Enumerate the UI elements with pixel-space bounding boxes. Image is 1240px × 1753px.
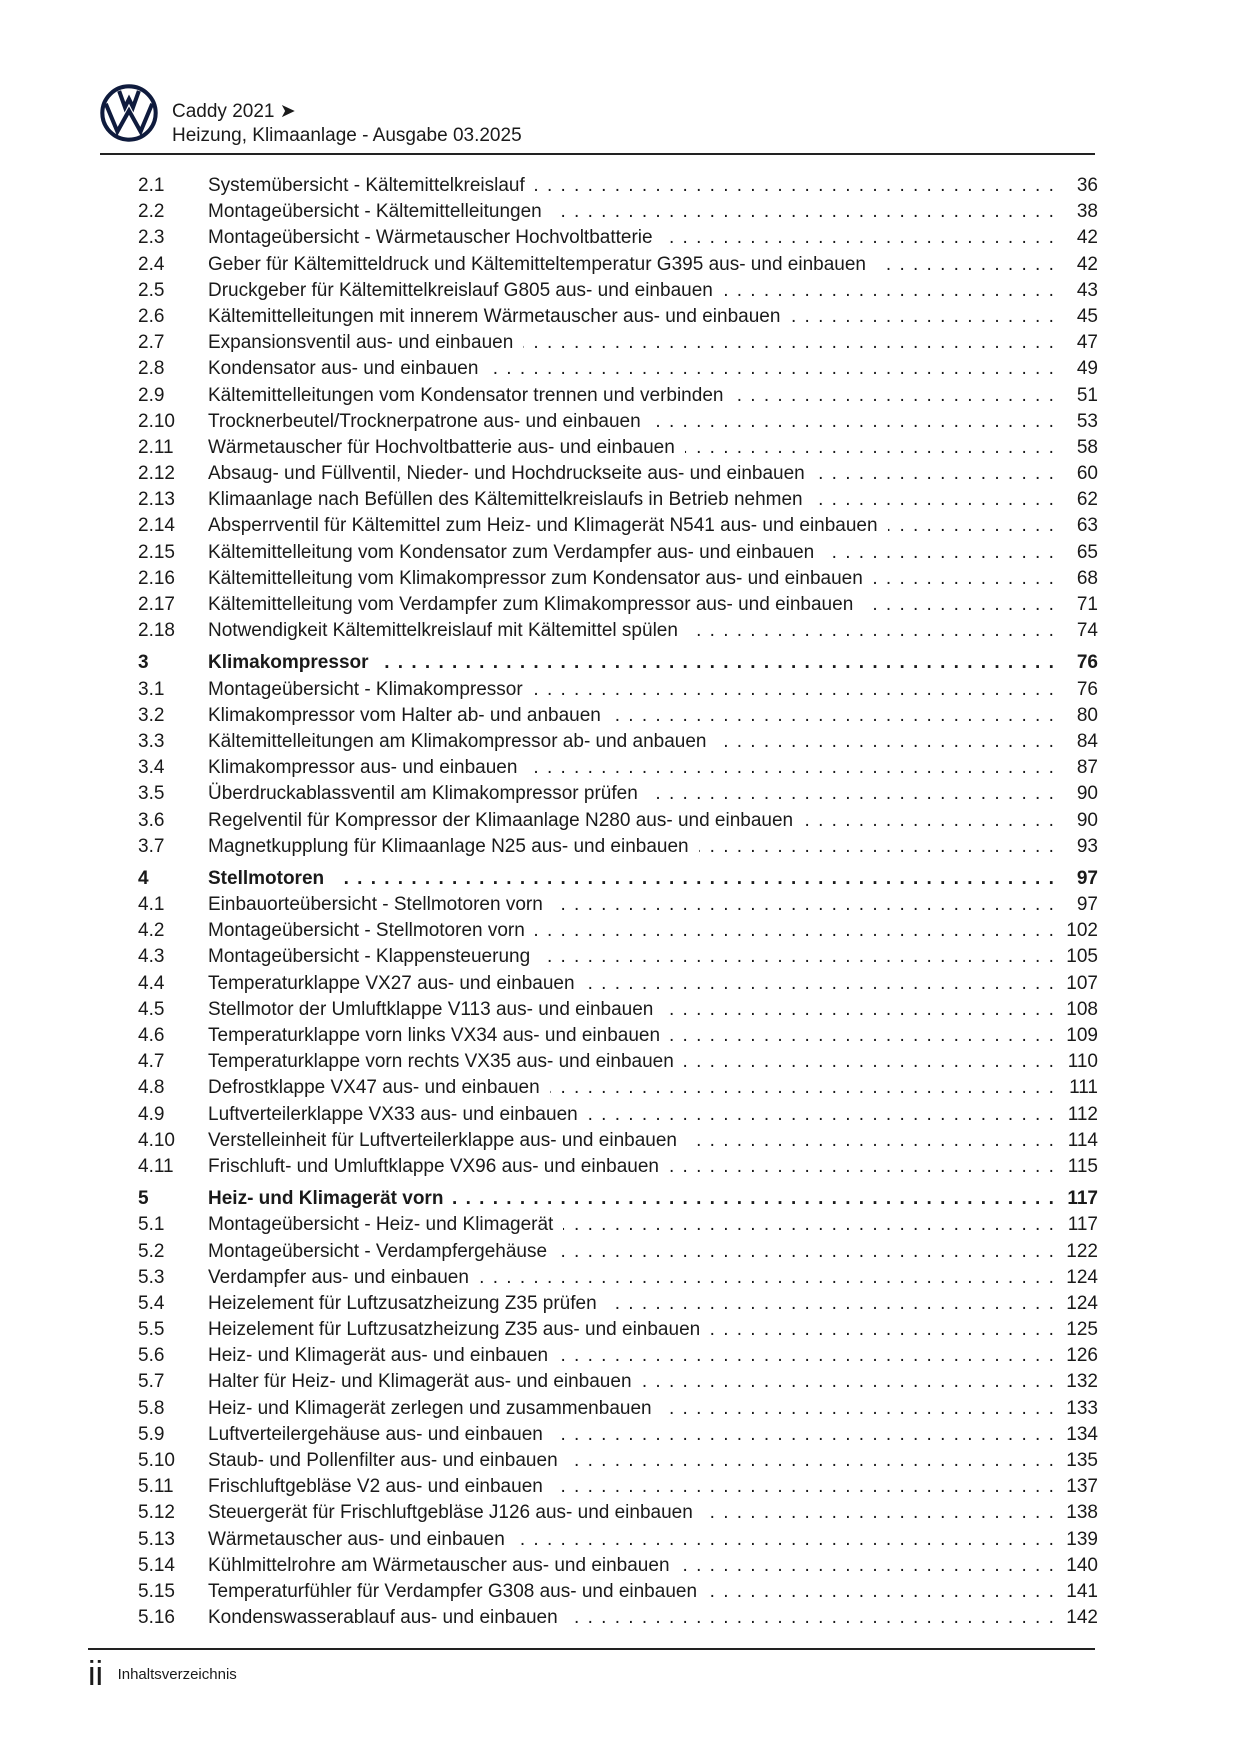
toc-entry-page: 141 bbox=[1066, 1580, 1098, 1602]
toc-entry[interactable] bbox=[138, 1023, 1098, 1049]
toc-entry[interactable] bbox=[138, 1500, 1098, 1526]
toc-entry-title: Montageübersicht - Kältemittelleitungen bbox=[208, 201, 552, 222]
toc-entry-number: 3.6 bbox=[138, 809, 165, 831]
toc-entry-page: 138 bbox=[1066, 1502, 1098, 1524]
toc-entry-title-leader bbox=[208, 918, 1058, 944]
toc-entry[interactable] bbox=[138, 808, 1098, 834]
toc-entry-number: 5.10 bbox=[138, 1450, 175, 1471]
toc-entry-title: Kältemittelleitungen vom Kondensator trennen und verbinden bbox=[208, 385, 733, 406]
toc-entry-title: Frischluftgebläse V2 aus- und einbauen bbox=[208, 1476, 553, 1497]
toc-entry-title: Überdruckablassventil am Klimakompressor prüfen bbox=[208, 783, 648, 804]
toc-entry-number: 2.5 bbox=[138, 279, 165, 301]
toc-entry-page: 111 bbox=[1069, 1077, 1098, 1099]
toc-entry-title-leader bbox=[208, 892, 1058, 918]
toc-entry-title: Montageübersicht - Stellmotoren vorn bbox=[208, 920, 535, 941]
toc-entry-title: Kältemittelleitung vom Verdampfer zum Klimakompressor aus- und einbauen bbox=[208, 594, 863, 615]
toc-entry-number: 2.17 bbox=[138, 594, 175, 615]
toc-entry[interactable] bbox=[138, 1343, 1098, 1369]
toc-entry-page: 45 bbox=[1076, 305, 1098, 327]
toc-entry-page: 53 bbox=[1076, 410, 1098, 432]
toc-entry-page: 76 bbox=[1076, 652, 1098, 674]
toc-entry-page: 84 bbox=[1076, 730, 1098, 752]
toc-entry-number: 2.10 bbox=[138, 410, 175, 432]
toc-entry-number: 2.16 bbox=[138, 567, 175, 589]
toc-entry-title-leader bbox=[208, 677, 1058, 703]
toc-entry-title-leader bbox=[208, 866, 1058, 892]
toc-entry[interactable] bbox=[138, 1239, 1098, 1265]
toc-entry-number: 3.7 bbox=[138, 835, 165, 857]
toc-entry[interactable] bbox=[138, 1605, 1098, 1631]
toc-entry[interactable] bbox=[138, 330, 1098, 356]
toc-entry-title: Staub- und Pollenfilter aus- und einbauen bbox=[208, 1450, 568, 1471]
toc-entry-page: 126 bbox=[1066, 1345, 1098, 1367]
toc-entry-number: 5.9 bbox=[138, 1423, 165, 1445]
toc-entry-page: 124 bbox=[1066, 1292, 1098, 1314]
toc-entry-number: 4.5 bbox=[138, 998, 165, 1020]
toc-entry-number: 5.16 bbox=[138, 1607, 175, 1629]
toc-entry-page: 47 bbox=[1076, 332, 1098, 354]
toc-entry-number: 4.7 bbox=[138, 1051, 165, 1073]
toc-entry-number: 4.4 bbox=[138, 972, 165, 994]
toc-entry[interactable] bbox=[138, 1474, 1098, 1500]
toc-entry-number: 4.9 bbox=[138, 1103, 165, 1125]
toc-entry-page: 135 bbox=[1066, 1450, 1098, 1471]
toc-entry-title-leader bbox=[208, 1553, 1058, 1579]
toc-entry-title-leader bbox=[208, 225, 1058, 251]
toc-entry-page: 142 bbox=[1066, 1607, 1098, 1629]
toc-entry-title: Heizelement für Luftzusatzheizung Z35 aus- und einbauen bbox=[208, 1319, 710, 1340]
toc-entry-number: 3 bbox=[138, 652, 149, 674]
toc-entry[interactable] bbox=[138, 618, 1098, 644]
toc-entry-title: Druckgeber für Kältemittelkreislauf G805 aus- und einbauen bbox=[208, 280, 723, 301]
toc-entry[interactable] bbox=[138, 971, 1098, 997]
toc-entry-title: Stellmotoren bbox=[208, 868, 334, 889]
toc-entry-title: Notwendigkeit Kältemittelkreislauf mit Kältemittel spülen bbox=[208, 620, 688, 641]
toc-entry[interactable] bbox=[138, 892, 1098, 918]
toc-entry-title-leader bbox=[208, 1422, 1058, 1448]
toc-entry-page: 122 bbox=[1066, 1240, 1098, 1262]
toc-entry[interactable] bbox=[138, 252, 1098, 278]
toc-entry-title: Verdampfer aus- und einbauen bbox=[208, 1267, 479, 1288]
toc-entry[interactable] bbox=[138, 225, 1098, 251]
toc-entry-title-leader bbox=[208, 1474, 1058, 1500]
toc-entry-number: 2.12 bbox=[138, 463, 175, 485]
toc-entry-number: 2.4 bbox=[138, 253, 165, 275]
toc-entry-page: 80 bbox=[1076, 704, 1098, 726]
toc-entry-title-leader bbox=[208, 409, 1058, 435]
toc-entry-title-leader bbox=[208, 944, 1058, 970]
toc-entry[interactable] bbox=[138, 383, 1098, 409]
toc-entry[interactable] bbox=[138, 1075, 1098, 1101]
toc-entry-page: 76 bbox=[1076, 678, 1098, 700]
toc-entry-title: Luftverteilerklappe VX33 aus- und einbauen bbox=[208, 1104, 588, 1125]
toc-entry[interactable] bbox=[138, 435, 1098, 461]
toc-entry-title: Temperaturklappe vorn links VX34 aus- und einbauen bbox=[208, 1025, 670, 1046]
toc-entry-title-leader bbox=[208, 1075, 1058, 1101]
toc-entry-number: 2.3 bbox=[138, 227, 165, 249]
toc-entry-title: Halter für Heiz- und Klimagerät aus- und einbauen bbox=[208, 1371, 642, 1392]
toc-entry-title: Kältemittelleitungen am Klimakompressor ab- und anbauen bbox=[208, 731, 717, 752]
toc-entry-number: 4.2 bbox=[138, 920, 165, 942]
toc-entry-title-leader bbox=[208, 1527, 1058, 1553]
toc-entry-title-leader bbox=[208, 618, 1058, 644]
toc-entry[interactable] bbox=[138, 173, 1098, 199]
toc-entry-title: Klimakompressor vom Halter ab- und anbauen bbox=[208, 705, 611, 726]
toc-entry-title: Kältemittelleitung vom Kondensator zum Verdampfer aus- und einbauen bbox=[208, 542, 824, 563]
toc-entry-page: 36 bbox=[1076, 175, 1098, 196]
toc-entry[interactable] bbox=[138, 703, 1098, 729]
header-model: Caddy 2021 ➤ bbox=[172, 101, 296, 122]
toc-entry-title-leader bbox=[208, 1049, 1058, 1075]
header-title bbox=[172, 100, 522, 148]
toc-entry-title-leader bbox=[208, 1605, 1058, 1631]
toc-entry[interactable] bbox=[138, 513, 1098, 539]
toc-entry-title: Expansionsventil aus- und einbauen bbox=[208, 332, 523, 353]
toc-entry-title: Temperaturklappe VX27 aus- und einbauen bbox=[208, 973, 585, 994]
toc-entry-number: 3.5 bbox=[138, 783, 165, 805]
toc-entry-title-leader bbox=[208, 461, 1058, 487]
vw-logo-icon bbox=[100, 84, 158, 142]
toc-entry-title-leader bbox=[208, 1343, 1058, 1369]
toc-entry-number: 2.2 bbox=[138, 201, 165, 223]
toc-entry-title-leader bbox=[208, 1265, 1058, 1291]
toc-chapter-entry[interactable] bbox=[138, 866, 1098, 892]
toc-entry-title-leader bbox=[208, 1369, 1058, 1395]
toc-entry-title: Wärmetauscher aus- und einbauen bbox=[208, 1529, 515, 1550]
toc-entry-page: 42 bbox=[1076, 227, 1098, 249]
toc-entry[interactable] bbox=[138, 304, 1098, 330]
toc-entry[interactable] bbox=[138, 199, 1098, 225]
toc-entry-number: 5.1 bbox=[138, 1214, 165, 1236]
toc-entry[interactable] bbox=[138, 409, 1098, 435]
toc-entry-number: 2.6 bbox=[138, 305, 165, 327]
toc-entry-number: 2.13 bbox=[138, 489, 175, 511]
toc-entry-number: 5.2 bbox=[138, 1240, 165, 1262]
toc-entry-title-leader bbox=[208, 1500, 1058, 1526]
toc-entry-page: 38 bbox=[1076, 201, 1098, 223]
toc-entry-page: 68 bbox=[1076, 567, 1098, 589]
toc-entry[interactable] bbox=[138, 566, 1098, 592]
toc-entry-page: 125 bbox=[1066, 1319, 1098, 1341]
toc-entry-number: 2.18 bbox=[138, 620, 175, 642]
toc-entry-number: 4.10 bbox=[138, 1129, 175, 1151]
toc-entry-title: Absaug- und Füllventil, Nieder- und Hochdruckseite aus- und einbauen bbox=[208, 463, 815, 484]
toc-chapter-entry[interactable] bbox=[138, 1186, 1098, 1212]
toc-entry-page: 132 bbox=[1066, 1371, 1098, 1393]
toc-entry-number: 5.13 bbox=[138, 1528, 175, 1550]
toc-entry-page: 43 bbox=[1076, 279, 1098, 301]
toc-entry-title-leader bbox=[208, 1023, 1058, 1049]
toc-entry-title: Kältemittelleitungen mit innerem Wärmetauscher aus- und einbauen bbox=[208, 306, 790, 327]
toc-entry[interactable] bbox=[138, 1317, 1098, 1343]
toc-entry-title-leader bbox=[208, 1317, 1058, 1343]
toc-entry-title-leader bbox=[208, 808, 1058, 834]
toc-entry[interactable] bbox=[138, 540, 1098, 566]
toc-entry-number: 5 bbox=[138, 1188, 149, 1210]
toc-entry[interactable] bbox=[138, 1369, 1098, 1395]
toc-entry-title: Frischluft- und Umluftklappe VX96 aus- und einbauen bbox=[208, 1156, 669, 1177]
toc-entry-page: 117 bbox=[1067, 1214, 1098, 1236]
toc-entry-title-leader bbox=[208, 278, 1058, 304]
toc-entry-number: 2.8 bbox=[138, 358, 165, 380]
toc-entry-title: Montageübersicht - Wärmetauscher Hochvoltbatterie bbox=[208, 227, 663, 248]
toc-entry-number: 3.3 bbox=[138, 730, 165, 752]
toc-entry-page: 140 bbox=[1066, 1554, 1098, 1576]
toc-entry-number: 4.1 bbox=[138, 894, 165, 916]
toc-entry[interactable] bbox=[138, 944, 1098, 970]
toc-entry-title-leader bbox=[208, 513, 1058, 539]
toc-entry-number: 2.9 bbox=[138, 384, 165, 406]
toc-entry[interactable] bbox=[138, 997, 1098, 1023]
toc-entry-page: 114 bbox=[1067, 1129, 1098, 1151]
toc-entry[interactable] bbox=[138, 1553, 1098, 1579]
toc-entry[interactable] bbox=[138, 1579, 1098, 1605]
toc-entry-title: Kondenswasserablauf aus- und einbauen bbox=[208, 1607, 568, 1628]
toc-entry[interactable] bbox=[138, 918, 1098, 944]
toc-entry[interactable] bbox=[138, 755, 1098, 781]
toc-entry-page: 108 bbox=[1066, 998, 1098, 1020]
toc-entry-number: 5.6 bbox=[138, 1345, 165, 1367]
toc-entry-title-leader bbox=[208, 1154, 1058, 1180]
toc-entry-page: 133 bbox=[1066, 1397, 1098, 1419]
toc-entry-title: Absperrventil für Kältemittel zum Heiz- und Klimagerät N541 aus- und einbauen bbox=[208, 515, 888, 536]
toc-entry-page: 97 bbox=[1076, 894, 1098, 916]
page-footer bbox=[88, 1655, 237, 1694]
toc-entry-number: 4.8 bbox=[138, 1077, 165, 1099]
toc-entry-title: Temperaturfühler für Verdampfer G308 aus- und einbauen bbox=[208, 1581, 707, 1602]
toc-entry-title: Heiz- und Klimagerät vorn bbox=[208, 1188, 453, 1209]
toc-entry[interactable] bbox=[138, 1154, 1098, 1180]
toc-entry-page: 49 bbox=[1076, 358, 1098, 380]
toc-entry-page: 87 bbox=[1076, 757, 1098, 779]
toc-entry-number: 5.14 bbox=[138, 1554, 175, 1576]
toc-entry[interactable] bbox=[138, 1265, 1098, 1291]
toc-entry-number: 4.11 bbox=[138, 1155, 174, 1177]
toc-entry-number: 5.3 bbox=[138, 1266, 165, 1288]
toc-entry-page: 137 bbox=[1066, 1476, 1098, 1498]
toc-entry-title: Kühlmittelrohre am Wärmetauscher aus- und einbauen bbox=[208, 1555, 680, 1576]
toc-entry-title: Trocknerbeutel/Trocknerpatrone aus- und einbauen bbox=[208, 411, 651, 432]
header-divider bbox=[100, 153, 1095, 155]
toc-entry-page: 60 bbox=[1076, 463, 1098, 485]
toc-entry-title: Wärmetauscher für Hochvoltbatterie aus- und einbauen bbox=[208, 437, 685, 458]
toc-entry-page: 102 bbox=[1066, 920, 1098, 942]
toc-entry-title-leader bbox=[208, 1396, 1058, 1422]
toc-entry[interactable] bbox=[138, 1396, 1098, 1422]
toc-entry-title-leader bbox=[208, 1128, 1058, 1154]
toc-entry-title: Heizelement für Luftzusatzheizung Z35 prüfen bbox=[208, 1293, 607, 1314]
toc-entry-title: Verstelleinheit für Luftverteilerklappe aus- und einbauen bbox=[208, 1130, 687, 1151]
toc-entry-title-leader bbox=[208, 1186, 1058, 1212]
toc-entry-title: Montageübersicht - Klappensteuerung bbox=[208, 946, 540, 967]
toc-entry-title-leader bbox=[208, 330, 1058, 356]
toc-entry-title-leader bbox=[208, 199, 1058, 225]
toc-entry[interactable] bbox=[138, 1422, 1098, 1448]
toc-entry-title-leader bbox=[208, 356, 1058, 382]
toc-entry-page: 42 bbox=[1076, 253, 1098, 275]
toc-entry-title: Klimaanlage nach Befüllen des Kältemittelkreislaufs in Betrieb nehmen bbox=[208, 489, 813, 510]
toc-entry-page: 90 bbox=[1076, 809, 1098, 831]
toc-entry-page: 62 bbox=[1076, 489, 1098, 511]
toc-entry-title: Defrostklappe VX47 aus- und einbauen bbox=[208, 1077, 550, 1098]
toc-entry-title-leader bbox=[208, 252, 1058, 278]
toc-entry[interactable] bbox=[138, 834, 1098, 860]
toc-entry-title-leader bbox=[208, 1291, 1058, 1317]
toc-entry-page: 63 bbox=[1076, 515, 1098, 537]
toc-entry-page: 134 bbox=[1066, 1423, 1098, 1445]
toc-entry-title: Klimakompressor aus- und einbauen bbox=[208, 757, 527, 778]
toc-entry-title-leader bbox=[208, 592, 1058, 618]
toc-entry-number: 2.14 bbox=[138, 515, 175, 537]
toc-entry[interactable] bbox=[138, 592, 1098, 618]
toc-entry-title-leader bbox=[208, 435, 1058, 461]
toc-entry[interactable] bbox=[138, 278, 1098, 304]
toc-entry-number: 4.6 bbox=[138, 1025, 165, 1046]
toc-entry-number: 5.12 bbox=[138, 1502, 175, 1524]
toc-entry-title-leader bbox=[208, 781, 1058, 807]
toc-entry-title: Heiz- und Klimagerät aus- und einbauen bbox=[208, 1345, 558, 1366]
toc-entry-number: 5.4 bbox=[138, 1292, 165, 1314]
toc-entry-page: 109 bbox=[1066, 1025, 1098, 1046]
toc-entry-page: 58 bbox=[1076, 436, 1098, 458]
toc-entry-title-leader bbox=[208, 1212, 1058, 1238]
toc-entry-title: Regelventil für Kompressor der Klimaanlage N280 aus- und einbauen bbox=[208, 810, 803, 831]
toc-entry-title-leader bbox=[208, 1239, 1058, 1265]
toc-entry-title: Temperaturklappe vorn rechts VX35 aus- und einbauen bbox=[208, 1051, 684, 1072]
toc-entry-title-leader bbox=[208, 1579, 1058, 1605]
toc-entry-title-leader bbox=[208, 173, 1058, 199]
toc-entry-title-leader bbox=[208, 971, 1058, 997]
toc-entry-title: Kältemittelleitung vom Klimakompressor zum Kondensator aus- und einbauen bbox=[208, 568, 873, 589]
table-of-contents bbox=[138, 173, 1098, 1631]
toc-entry-title-leader bbox=[208, 566, 1058, 592]
footer-section-title: Inhaltsverzeichnis bbox=[117, 1666, 237, 1683]
toc-entry-page: 90 bbox=[1076, 783, 1098, 805]
toc-entry-number: 2.7 bbox=[138, 332, 165, 354]
toc-entry-title-leader bbox=[208, 383, 1058, 409]
toc-entry-title-leader bbox=[208, 1448, 1058, 1474]
toc-entry[interactable] bbox=[138, 1128, 1098, 1154]
footer-divider bbox=[88, 1648, 1095, 1650]
toc-entry-title: Geber für Kältemitteldruck und Kältemitteltemperatur G395 aus- und einbauen bbox=[208, 254, 876, 275]
toc-entry-page: 97 bbox=[1076, 867, 1098, 889]
toc-entry-number: 5.7 bbox=[138, 1371, 165, 1393]
header-subtitle: Heizung, Klimaanlage - Ausgabe 03.2025 bbox=[172, 125, 522, 146]
toc-entry-title-leader bbox=[208, 997, 1058, 1023]
toc-entry[interactable] bbox=[138, 487, 1098, 513]
toc-entry-title-leader bbox=[208, 650, 1058, 676]
toc-entry-page: 112 bbox=[1067, 1103, 1098, 1125]
toc-entry-number: 2.15 bbox=[138, 541, 175, 563]
toc-entry-page: 139 bbox=[1066, 1528, 1098, 1550]
toc-entry-number: 3.2 bbox=[138, 704, 165, 726]
toc-entry-page: 124 bbox=[1066, 1266, 1098, 1288]
toc-entry-page: 71 bbox=[1076, 594, 1098, 615]
page-header bbox=[100, 84, 1095, 154]
toc-entry-title-leader bbox=[208, 304, 1058, 330]
toc-entry[interactable] bbox=[138, 781, 1098, 807]
toc-entry-title: Magnetkupplung für Klimaanlage N25 aus- und einbauen bbox=[208, 836, 699, 857]
toc-entry[interactable] bbox=[138, 461, 1098, 487]
toc-entry-title-leader bbox=[208, 1102, 1058, 1128]
toc-entry-title: Montageübersicht - Verdampfergehäuse bbox=[208, 1241, 557, 1262]
toc-entry-number: 5.5 bbox=[138, 1319, 165, 1341]
toc-entry-page: 117 bbox=[1067, 1188, 1098, 1210]
toc-entry-page: 74 bbox=[1076, 620, 1098, 642]
toc-entry-title-leader bbox=[208, 729, 1058, 755]
toc-entry-number: 5.11 bbox=[138, 1476, 174, 1498]
toc-entry-page: 105 bbox=[1066, 946, 1098, 968]
toc-entry-title-leader bbox=[208, 755, 1058, 781]
footer-page-number: ii bbox=[88, 1655, 104, 1693]
toc-entry-number: 3.1 bbox=[138, 678, 165, 700]
toc-entry-title-leader bbox=[208, 540, 1058, 566]
toc-entry-number: 5.8 bbox=[138, 1397, 165, 1419]
toc-entry[interactable] bbox=[138, 1049, 1098, 1075]
toc-entry-page: 51 bbox=[1076, 384, 1098, 406]
toc-entry-number: 4.3 bbox=[138, 946, 165, 968]
toc-entry-number: 4 bbox=[138, 867, 149, 889]
toc-entry-title: Klimakompressor bbox=[208, 652, 379, 673]
toc-entry-number: 2.11 bbox=[138, 436, 174, 458]
toc-entry[interactable] bbox=[138, 1212, 1098, 1238]
toc-entry[interactable] bbox=[138, 1527, 1098, 1553]
toc-entry[interactable] bbox=[138, 1291, 1098, 1317]
toc-chapter-entry[interactable] bbox=[138, 650, 1098, 676]
toc-entry-title: Luftverteilergehäuse aus- und einbauen bbox=[208, 1424, 553, 1445]
toc-entry-number: 5.15 bbox=[138, 1580, 175, 1602]
toc-entry[interactable] bbox=[138, 356, 1098, 382]
toc-entry-title: Steuergerät für Frischluftgebläse J126 aus- und einbauen bbox=[208, 1502, 703, 1523]
toc-entry-page: 115 bbox=[1067, 1155, 1098, 1177]
toc-entry[interactable] bbox=[138, 1102, 1098, 1128]
toc-entry-page: 107 bbox=[1066, 972, 1098, 994]
toc-entry-title: Montageübersicht - Heiz- und Klimagerät bbox=[208, 1214, 563, 1235]
toc-entry-number: 3.4 bbox=[138, 757, 165, 779]
toc-entry-title: Einbauorteübersicht - Stellmotoren vorn bbox=[208, 894, 553, 915]
toc-entry-page: 110 bbox=[1067, 1051, 1098, 1073]
toc-entry-number: 2.1 bbox=[138, 175, 165, 196]
toc-entry[interactable] bbox=[138, 1448, 1098, 1474]
toc-entry-title-leader bbox=[208, 703, 1058, 729]
toc-entry-page: 65 bbox=[1076, 541, 1098, 563]
toc-entry-title: Montageübersicht - Klimakompressor bbox=[208, 679, 533, 700]
toc-entry-title-leader bbox=[208, 834, 1058, 860]
toc-entry[interactable] bbox=[138, 677, 1098, 703]
toc-entry-title: Stellmotor der Umluftklappe V113 aus- und einbauen bbox=[208, 999, 663, 1020]
toc-entry-title: Kondensator aus- und einbauen bbox=[208, 358, 488, 379]
toc-entry-title: Systemübersicht - Kältemittelkreislauf bbox=[208, 175, 535, 196]
toc-entry[interactable] bbox=[138, 729, 1098, 755]
toc-entry-title-leader bbox=[208, 487, 1058, 513]
toc-entry-title: Heiz- und Klimagerät zerlegen und zusammenbauen bbox=[208, 1398, 662, 1419]
toc-entry-page: 93 bbox=[1076, 835, 1098, 857]
